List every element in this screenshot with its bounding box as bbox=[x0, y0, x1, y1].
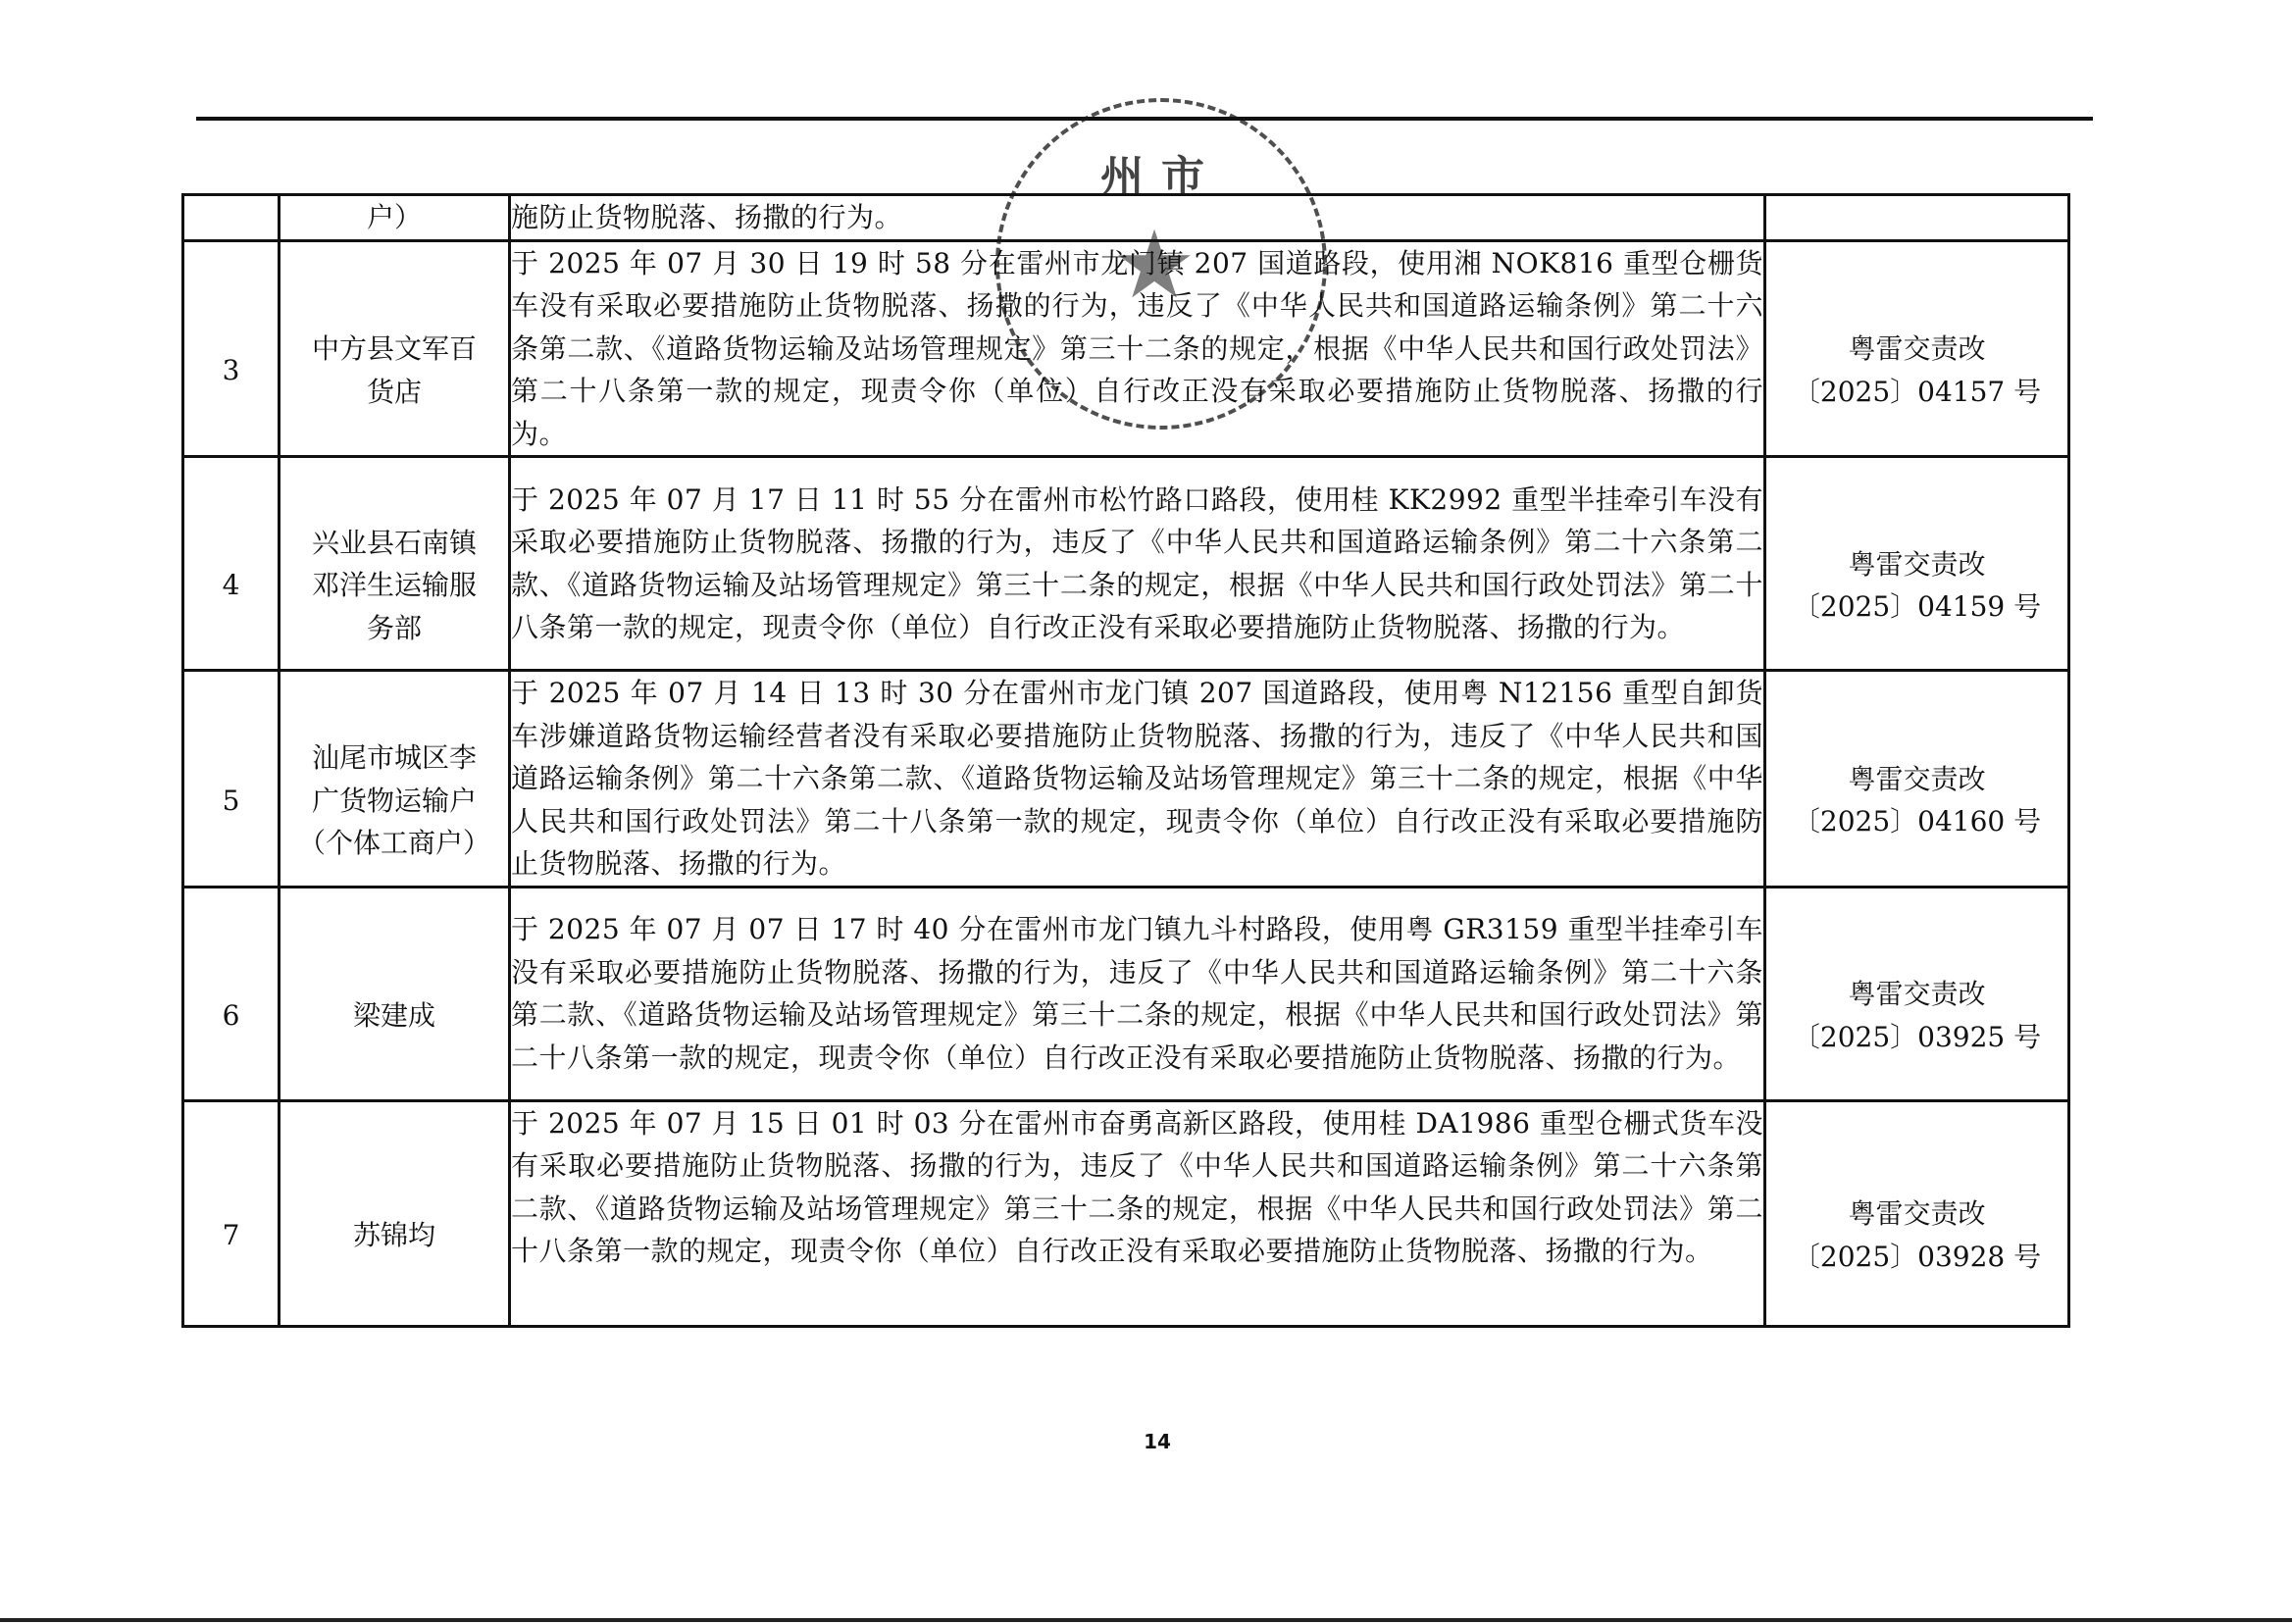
header-rule bbox=[196, 117, 2093, 121]
table-row bbox=[183, 240, 2069, 457]
document-number bbox=[1765, 671, 2069, 888]
document-number-serial: 〔2025〕04160 号 bbox=[1792, 805, 2042, 838]
party-name-line: 邓洋生运输服 bbox=[311, 569, 477, 602]
party-name-line: （个体工商户） bbox=[297, 827, 490, 859]
row-number bbox=[183, 887, 280, 1100]
table-row bbox=[183, 887, 2069, 1100]
document-number bbox=[1765, 195, 2069, 241]
enforcement-table bbox=[181, 193, 2070, 1328]
party-name bbox=[280, 887, 510, 1100]
star-icon: ★ bbox=[1112, 210, 1197, 320]
document-number-serial: 〔2025〕04157 号 bbox=[1792, 375, 2042, 408]
row-number-text: 4 bbox=[222, 569, 240, 602]
table-row-continuation bbox=[183, 195, 2069, 241]
document-number-serial: 〔2025〕04159 号 bbox=[1792, 590, 2042, 623]
row-number bbox=[183, 240, 280, 457]
party-name-line: 中方县文军百 bbox=[311, 332, 477, 366]
row-number-text: 5 bbox=[222, 784, 240, 817]
party-name-line: 梁建成 bbox=[352, 998, 435, 1032]
violation-content: 于 2025 年 07 月 14 日 13 时 30 分在雷州市龙门镇 207 国道路段，使用粤 N12156 重型自卸货车涉嫌道路货物运输经营者没有采取必要措施防止货物脱落、扬撒的行为，违反了《中华人民共和国道路运输条例》第二十六条第二款、《道路货物运输及站场管理规定》第三十二条的规定，根据《中华人民共和国行政处罚法》第二十八条第一款的规定，现责令你（单位）自行改正没有采取必要措施防止货物脱落、扬撒的行为。 bbox=[510, 671, 1765, 888]
party-name-line: 汕尾市城区李 bbox=[311, 741, 477, 774]
row-number-text: 6 bbox=[222, 998, 240, 1032]
violation-content: 于 2025 年 07 月 30 日 19 时 58 分在雷州市龙门镇 207 国道路段，使用湘 NOK816 重型仓栅货车没有采取必要措施防止货物脱落、扬撒的行为，违反了《中华人民共和国道路运输条例》第二十六条第二款、《道路货物运输及站场管理规定》第三十二条的规定，根据《中华人民共和国行政处罚法》第二十八条第一款的规定，现责令你（单位）自行改正没有采取必要措施防止货物脱落、扬撒的行为。 bbox=[510, 240, 1765, 457]
scan-bottom-edge bbox=[0, 1618, 2292, 1622]
document-number bbox=[1765, 457, 2069, 671]
row-number bbox=[183, 671, 280, 888]
document-number-prefix: 粤雷交责改 bbox=[1848, 1197, 1986, 1230]
page-number: 14 bbox=[1144, 1430, 1171, 1453]
party-name-line: 苏锦均 bbox=[352, 1218, 435, 1251]
violation-content: 于 2025 年 07 月 15 日 01 时 03 分在雷州市奋勇高新区路段，使用桂 DA1986 重型仓栅式货车没有采取必要措施防止货物脱落、扬撒的行为，违反了《中华人民共和国道路运输条例》第二十六条第二款、《道路货物运输及站场管理规定》第三十二条的规定，根据《中华人民共和国行政处罚法》第二十八条第一款的规定，现责令你（单位）自行改正没有采取必要措施防止货物脱落、扬撒的行为。 bbox=[510, 1100, 1765, 1326]
violation-content: 于 2025 年 07 月 17 日 11 时 55 分在雷州市松竹路口路段，使用桂 KK2992 重型半挂牵引车没有采取必要措施防止货物脱落、扬撒的行为，违反了《中华人民共和国道路运输条例》第二十六条第二款、《道路货物运输及站场管理规定》第三十二条的规定，根据《中华人民共和国行政处罚法》第二十八条第一款的规定，现责令你（单位）自行改正没有采取必要措施防止货物脱落、扬撒的行为。 bbox=[510, 457, 1765, 671]
document-number-prefix: 粤雷交责改 bbox=[1848, 332, 1986, 366]
party-name-line: 货店 bbox=[366, 375, 422, 408]
violation-content: 施防止货物脱落、扬撒的行为。 bbox=[510, 195, 1765, 241]
document-number-serial: 〔2025〕03928 号 bbox=[1792, 1240, 2042, 1273]
row-number bbox=[183, 457, 280, 671]
row-number bbox=[183, 1100, 280, 1326]
document-number bbox=[1765, 887, 2069, 1100]
party-name bbox=[280, 457, 510, 671]
party-name: 户） bbox=[280, 195, 510, 241]
document-number bbox=[1765, 1100, 2069, 1326]
table-row bbox=[183, 671, 2069, 888]
party-name bbox=[280, 1100, 510, 1326]
party-name bbox=[280, 671, 510, 888]
row-number-text: 7 bbox=[222, 1218, 240, 1251]
document-number-serial: 〔2025〕03925 号 bbox=[1792, 1020, 2042, 1053]
table-row bbox=[183, 457, 2069, 671]
party-name bbox=[280, 240, 510, 457]
row-number bbox=[183, 195, 280, 241]
party-name-line: 广货物运输户 bbox=[311, 784, 477, 817]
document-number-prefix: 粤雷交责改 bbox=[1848, 547, 1986, 581]
document-number-prefix: 粤雷交责改 bbox=[1848, 978, 1986, 1010]
violation-content: 于 2025 年 07 月 07 日 17 时 40 分在雷州市龙门镇九斗村路段，使用粤 GR3159 重型半挂牵引车没有采取必要措施防止货物脱落、扬撒的行为，违反了《中华人民共和国道路运输条例》第二十六条第二款、《道路货物运输及站场管理规定》第三十二条的规定，根据《中华人民共和国行政处罚法》第二十八条第一款的规定，现责令你（单位）自行改正没有采取必要措施防止货物脱落、扬撒的行为。 bbox=[510, 887, 1765, 1100]
document-number bbox=[1765, 240, 2069, 457]
party-name-line: 务部 bbox=[366, 611, 422, 644]
seal-text: 州市 bbox=[1100, 152, 1222, 202]
document-number-prefix: 粤雷交责改 bbox=[1848, 762, 1986, 795]
table-row bbox=[183, 1100, 2069, 1326]
row-number-text: 3 bbox=[222, 354, 240, 386]
party-name-line: 兴业县石南镇 bbox=[311, 526, 477, 559]
